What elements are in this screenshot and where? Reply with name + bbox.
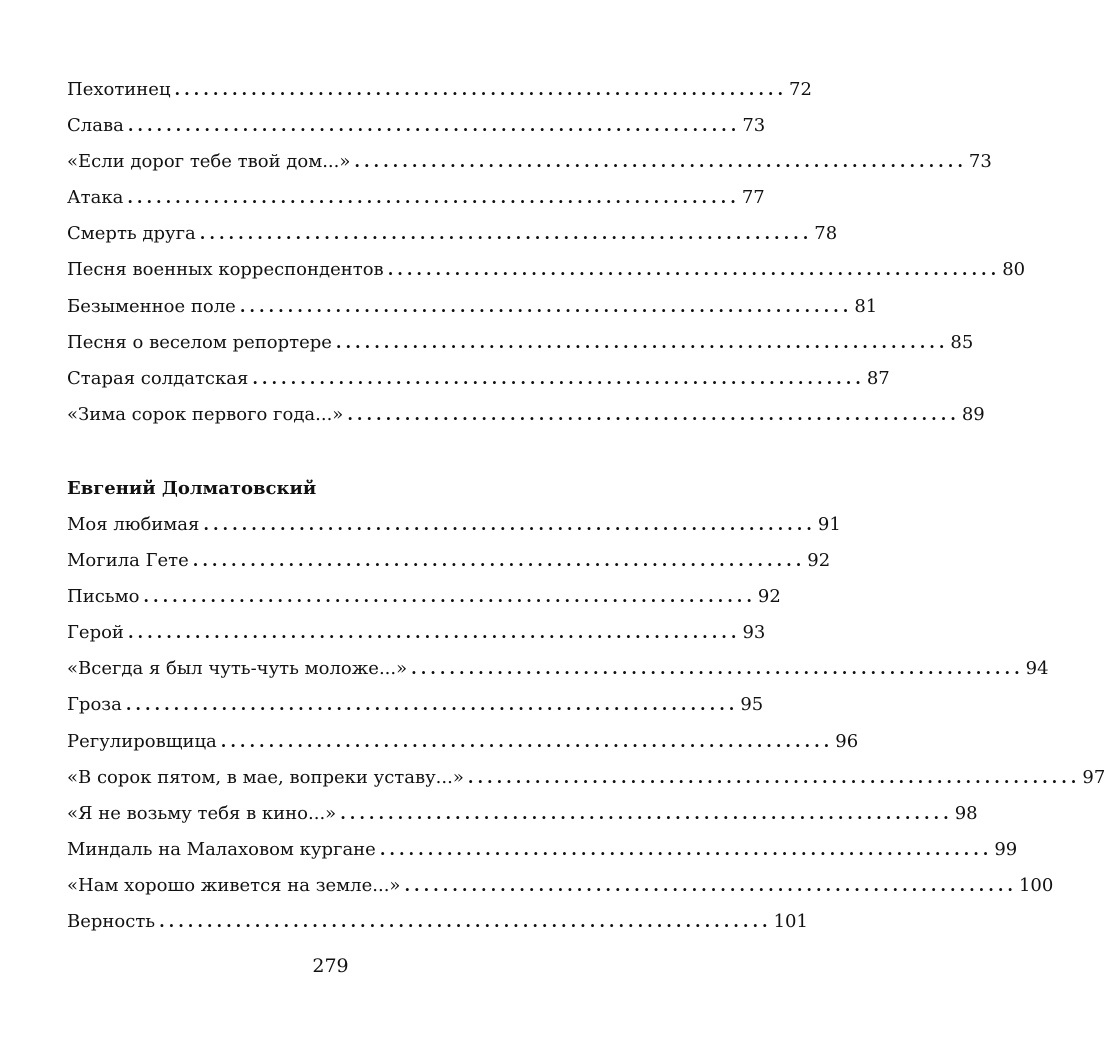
toc-entry xyxy=(67,832,1018,868)
dot-leader: ................................................................ xyxy=(127,116,741,136)
toc-entry-page: 73 xyxy=(968,151,992,173)
dot-leader: ................................................................ xyxy=(159,911,772,931)
toc-entry xyxy=(67,361,890,397)
section-heading: Евгений Долматовский xyxy=(67,477,317,499)
table-of-contents xyxy=(67,72,1105,940)
toc-entry xyxy=(67,687,764,723)
toc-entry-page: 101 xyxy=(773,910,808,932)
toc-entry xyxy=(67,543,831,579)
toc-entry xyxy=(67,760,1105,796)
dot-leader: ................................................................ xyxy=(203,514,816,534)
toc-entry-title: Песня о веселом репортере xyxy=(67,331,332,353)
toc-entry-title: Письмо xyxy=(67,586,140,608)
toc-entry xyxy=(67,868,1054,904)
toc-entry-title: Старая солдатская xyxy=(67,367,249,389)
toc-entry xyxy=(67,108,766,144)
toc-entry-page: 92 xyxy=(807,550,831,572)
toc-entry-page: 100 xyxy=(1018,874,1054,896)
toc-entry-title: Герой xyxy=(67,622,124,644)
dot-leader: ................................................................ xyxy=(174,80,788,99)
toc-entry-page: 80 xyxy=(1002,259,1026,281)
dot-leader: ................................................................ xyxy=(127,188,740,208)
toc-entry-title: Миндаль на Малаховом кургане xyxy=(67,838,376,860)
toc-entry-title: Пехотинец xyxy=(67,79,171,100)
toc-entry-page: 77 xyxy=(741,187,765,209)
toc-entry-title: Могила Гете xyxy=(67,550,189,572)
toc-entry xyxy=(67,325,974,361)
dot-leader: ................................................................ xyxy=(467,767,1081,787)
toc-entry-title: «Всегда я был чуть-чуть моложе...» xyxy=(67,658,408,680)
toc-entry xyxy=(67,180,765,216)
toc-entry-page: 89 xyxy=(961,403,985,425)
toc-entry-title: Безыменное поле xyxy=(67,295,236,317)
dot-leader: ................................................................ xyxy=(220,731,834,751)
toc-entry xyxy=(67,397,985,433)
dot-leader: ................................................................ xyxy=(379,839,993,859)
toc-entry xyxy=(67,724,859,760)
toc-entry-page: 98 xyxy=(954,802,978,824)
toc-entry-title: Смерть друга xyxy=(67,223,196,245)
toc-entry-title: Регулировщица xyxy=(67,730,217,752)
toc-entry xyxy=(67,904,808,940)
toc-entry-page: 94 xyxy=(1025,658,1049,680)
dot-leader: ................................................................ xyxy=(387,260,1001,280)
section-spacer xyxy=(67,433,565,471)
toc-entry-page: 99 xyxy=(994,838,1018,860)
toc-entry-title: Песня военных корреспондентов xyxy=(67,259,384,281)
dot-leader: ................................................................ xyxy=(411,659,1024,679)
dot-leader: ................................................................ xyxy=(239,296,853,316)
toc-entry-page: 87 xyxy=(866,367,890,389)
toc-entry-page: 73 xyxy=(742,115,766,137)
toc-entry-title: «Я не возьму тебя в кино...» xyxy=(67,802,337,824)
toc-entry-page: 78 xyxy=(814,223,838,245)
toc-entry-title: Атака xyxy=(67,187,124,209)
toc-entry-title: Слава xyxy=(67,115,124,137)
toc-section-first xyxy=(67,72,1026,433)
toc-entry-title: Верность xyxy=(67,910,156,932)
toc-entry-title: «В сорок пятом, в мае, вопреки уставу...» xyxy=(67,766,464,788)
dot-leader: ................................................................ xyxy=(340,803,953,823)
dot-leader: ................................................................ xyxy=(127,623,741,643)
toc-entry xyxy=(67,507,841,543)
toc-entry xyxy=(67,216,838,252)
dot-leader: ................................................................ xyxy=(143,587,756,607)
toc-entry-page: 97 xyxy=(1082,766,1105,788)
dot-leader: ................................................................ xyxy=(199,224,813,244)
toc-entry xyxy=(67,796,978,832)
dot-leader: ................................................................ xyxy=(125,695,739,715)
page-number: 279 xyxy=(312,955,349,977)
toc-entry-title: Гроза xyxy=(67,694,122,716)
dot-leader: ................................................................ xyxy=(354,152,967,172)
dot-leader: ................................................................ xyxy=(404,875,1017,895)
toc-entry-title: «Нам хорошо живется на земле...» xyxy=(67,874,401,896)
toc-entry xyxy=(67,252,1026,288)
toc-entry-page: 92 xyxy=(757,586,781,608)
toc-entry-page: 72 xyxy=(789,79,812,100)
dot-leader: ................................................................ xyxy=(192,551,806,571)
dot-leader: ................................................................ xyxy=(347,404,960,424)
toc-entry-page: 96 xyxy=(835,730,859,752)
toc-entry-page: 93 xyxy=(742,622,766,644)
dot-leader: ................................................................ xyxy=(335,332,949,352)
toc-entry xyxy=(67,289,878,325)
toc-entry xyxy=(67,615,766,651)
toc-entry-page: 85 xyxy=(950,331,974,353)
toc-entry-title: Моя любимая xyxy=(67,513,200,535)
toc-entry-page: 95 xyxy=(740,694,764,716)
toc-entry-title: «Если дорог тебе твой дом...» xyxy=(67,151,351,173)
dot-leader: ................................................................ xyxy=(252,368,865,388)
toc-entry-page: 81 xyxy=(854,295,878,317)
toc-section-dolmatovsky xyxy=(67,471,1105,940)
toc-entry-title: «Зима сорок первого года...» xyxy=(67,403,344,425)
toc-entry xyxy=(67,72,812,108)
toc-entry xyxy=(67,651,1049,687)
toc-entry-page: 91 xyxy=(817,513,841,535)
toc-entry xyxy=(67,144,992,180)
toc-entry xyxy=(67,579,781,615)
